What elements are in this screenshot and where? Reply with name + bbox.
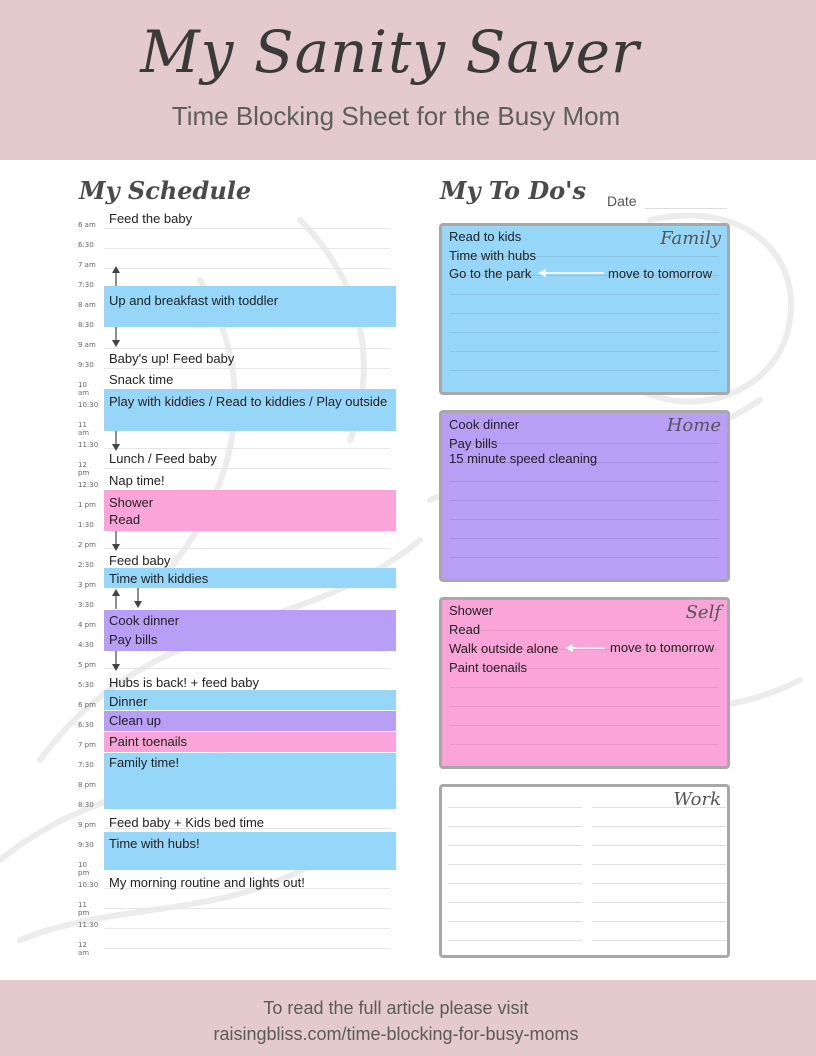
- todo-item[interactable]: Shower: [449, 603, 494, 618]
- time-label: 6 am: [78, 221, 96, 229]
- box-line: [448, 864, 582, 865]
- schedule-entry: Hubs is back! + feed baby: [109, 675, 259, 690]
- box-line: [450, 744, 719, 745]
- schedule-entry: Clean up: [109, 713, 162, 728]
- block-dinner: [104, 690, 396, 710]
- box-line: [450, 630, 719, 631]
- box-line: [450, 370, 719, 371]
- duration-arrow-icon: [108, 327, 124, 347]
- time-label: 8:30: [78, 801, 94, 809]
- time-label: 9 am: [78, 341, 96, 349]
- box-line: [450, 294, 719, 295]
- todo-item[interactable]: Cook dinner: [449, 417, 520, 432]
- schedule-entry: Cook dinner: [109, 613, 180, 628]
- todos-title: My To Do's: [440, 176, 587, 205]
- move-arrow-icon: [538, 267, 606, 279]
- schedule-entry: Paint toenails: [109, 734, 188, 749]
- time-label: 7:30: [78, 761, 94, 769]
- todo-item[interactable]: Paint toenails: [449, 660, 528, 675]
- page-subtitle: Time Blocking Sheet for the Busy Mom: [171, 101, 621, 131]
- box-line: [448, 940, 582, 941]
- time-label: 2:30: [78, 561, 94, 569]
- box-line: [592, 921, 726, 922]
- date-line[interactable]: [645, 208, 727, 209]
- box-line: [450, 313, 719, 314]
- time-label: 6:30: [78, 241, 94, 249]
- time-label: 11 am: [78, 421, 90, 437]
- row-line: [104, 908, 390, 909]
- duration-arrow-icon: [108, 589, 124, 609]
- row-line: [104, 448, 390, 449]
- duration-arrow-icon: [108, 651, 124, 671]
- row-line: [104, 228, 390, 229]
- time-label: 3:30: [78, 601, 94, 609]
- time-label: 6:30: [78, 721, 94, 729]
- todo-item[interactable]: 15 minute speed cleaning: [449, 451, 598, 466]
- self-box[interactable]: [439, 597, 730, 769]
- schedule-entry: Shower: [109, 495, 154, 510]
- time-label: 11:30: [78, 921, 99, 929]
- move-arrow-icon: [565, 642, 607, 654]
- box-line: [450, 351, 719, 352]
- schedule-entry: Feed baby: [109, 553, 171, 568]
- todo-item[interactable]: Go to the park: [449, 266, 532, 281]
- box-line: [448, 845, 582, 846]
- schedule-entry: Lunch / Feed baby: [109, 451, 217, 466]
- time-label: 5:30: [78, 681, 94, 689]
- schedule-entry: My morning routine and lights out!: [109, 875, 305, 890]
- box-line: [450, 332, 719, 333]
- todo-item[interactable]: Read: [449, 622, 481, 637]
- schedule-entry: Pay bills: [109, 632, 158, 647]
- time-label: 10:30: [78, 881, 99, 889]
- box-line: [592, 883, 726, 884]
- home-label: Home: [666, 415, 721, 436]
- row-line: [104, 348, 390, 349]
- box-line: [448, 883, 582, 884]
- box-line: [592, 807, 726, 808]
- work-label: Work: [673, 789, 721, 810]
- time-label: 8 pm: [78, 781, 96, 789]
- schedule-entry: Dinner: [109, 694, 148, 709]
- time-label: 7 pm: [78, 741, 96, 749]
- row-line: [104, 268, 390, 269]
- schedule-entry: Nap time!: [109, 473, 165, 488]
- schedule-entry: Time with kiddies: [109, 571, 209, 586]
- box-line: [448, 902, 582, 903]
- time-label: 7 am: [78, 261, 96, 269]
- time-label: 11:30: [78, 441, 99, 449]
- time-label: 10 am: [78, 381, 90, 397]
- time-label: 4 pm: [78, 621, 96, 629]
- page-title: My Sanity Saver: [140, 18, 640, 86]
- duration-arrow-icon: [108, 531, 124, 551]
- box-line: [450, 687, 719, 688]
- box-line: [448, 807, 582, 808]
- row-line: [104, 548, 390, 549]
- schedule-entry: Baby's up! Feed baby: [109, 351, 235, 366]
- move-note: move to tomorrow: [610, 640, 715, 655]
- row-line: [104, 928, 390, 929]
- box-line: [592, 845, 726, 846]
- box-line: [450, 725, 719, 726]
- todo-item[interactable]: Time with hubs: [449, 248, 536, 263]
- todo-item[interactable]: Pay bills: [449, 436, 498, 451]
- schedule-entry: Play with kiddies / Read to kiddies / Play outside: [109, 394, 388, 409]
- time-label: 2 pm: [78, 541, 96, 549]
- box-line: [450, 706, 719, 707]
- box-line: [448, 921, 582, 922]
- self-label: Self: [685, 602, 721, 623]
- duration-arrow-icon: [108, 431, 124, 451]
- time-label: 12 pm: [78, 461, 90, 477]
- schedule-entry: Feed the baby: [109, 211, 193, 226]
- row-line: [104, 248, 390, 249]
- box-line: [448, 826, 582, 827]
- time-label: 12 am: [78, 941, 90, 957]
- box-line: [592, 902, 726, 903]
- box-line: [450, 481, 719, 482]
- box-line: [450, 538, 719, 539]
- todo-item[interactable]: Walk outside alone: [449, 641, 559, 656]
- schedule-entry: Snack time: [109, 372, 174, 387]
- time-label: 5 pm: [78, 661, 96, 669]
- time-label: 10 pm: [78, 861, 90, 877]
- date-label: Date: [607, 193, 637, 209]
- box-line: [450, 557, 719, 558]
- box-line: [592, 940, 726, 941]
- schedule-title: My Schedule: [79, 176, 252, 205]
- footer: [0, 980, 816, 1056]
- time-label: 7:30: [78, 281, 94, 289]
- time-label: 8 am: [78, 301, 96, 309]
- move-note: move to tomorrow: [608, 266, 713, 281]
- time-label: 9:30: [78, 361, 94, 369]
- time-label: 11 pm: [78, 901, 90, 917]
- time-label: 1 pm: [78, 501, 96, 509]
- time-label: 1:30: [78, 521, 94, 529]
- footer-text: To read the full article please visit: [263, 998, 529, 1018]
- time-label: 6 pm: [78, 701, 96, 709]
- time-label: 4:30: [78, 641, 94, 649]
- schedule-entry: Up and breakfast with toddler: [109, 293, 279, 308]
- work-box[interactable]: [439, 784, 730, 958]
- schedule-entry: Read: [109, 512, 141, 527]
- time-label: 10:30: [78, 401, 99, 409]
- time-label: 3 pm: [78, 581, 96, 589]
- todo-item[interactable]: Read to kids: [449, 229, 522, 244]
- footer-link[interactable]: raisingbliss.com/time-blocking-for-busy-moms: [213, 1024, 579, 1044]
- duration-arrow-icon: [130, 588, 146, 608]
- schedule-entry: Family time!: [109, 755, 180, 770]
- duration-arrow-icon: [108, 266, 124, 286]
- schedule-entry: Time with hubs!: [109, 836, 200, 851]
- time-label: 8:30: [78, 321, 94, 329]
- row-line: [104, 468, 390, 469]
- row-line: [104, 948, 390, 949]
- time-label: 9:30: [78, 841, 94, 849]
- row-line: [104, 668, 390, 669]
- schedule-entry: Feed baby + Kids bed time: [109, 815, 265, 830]
- time-label: 12:30: [78, 481, 99, 489]
- box-line: [592, 864, 726, 865]
- box-line: [592, 826, 726, 827]
- time-label: 9 pm: [78, 821, 96, 829]
- header-banner: [0, 0, 816, 160]
- family-label: Family: [660, 228, 721, 249]
- box-line: [450, 500, 719, 501]
- row-line: [104, 368, 390, 369]
- box-line: [450, 519, 719, 520]
